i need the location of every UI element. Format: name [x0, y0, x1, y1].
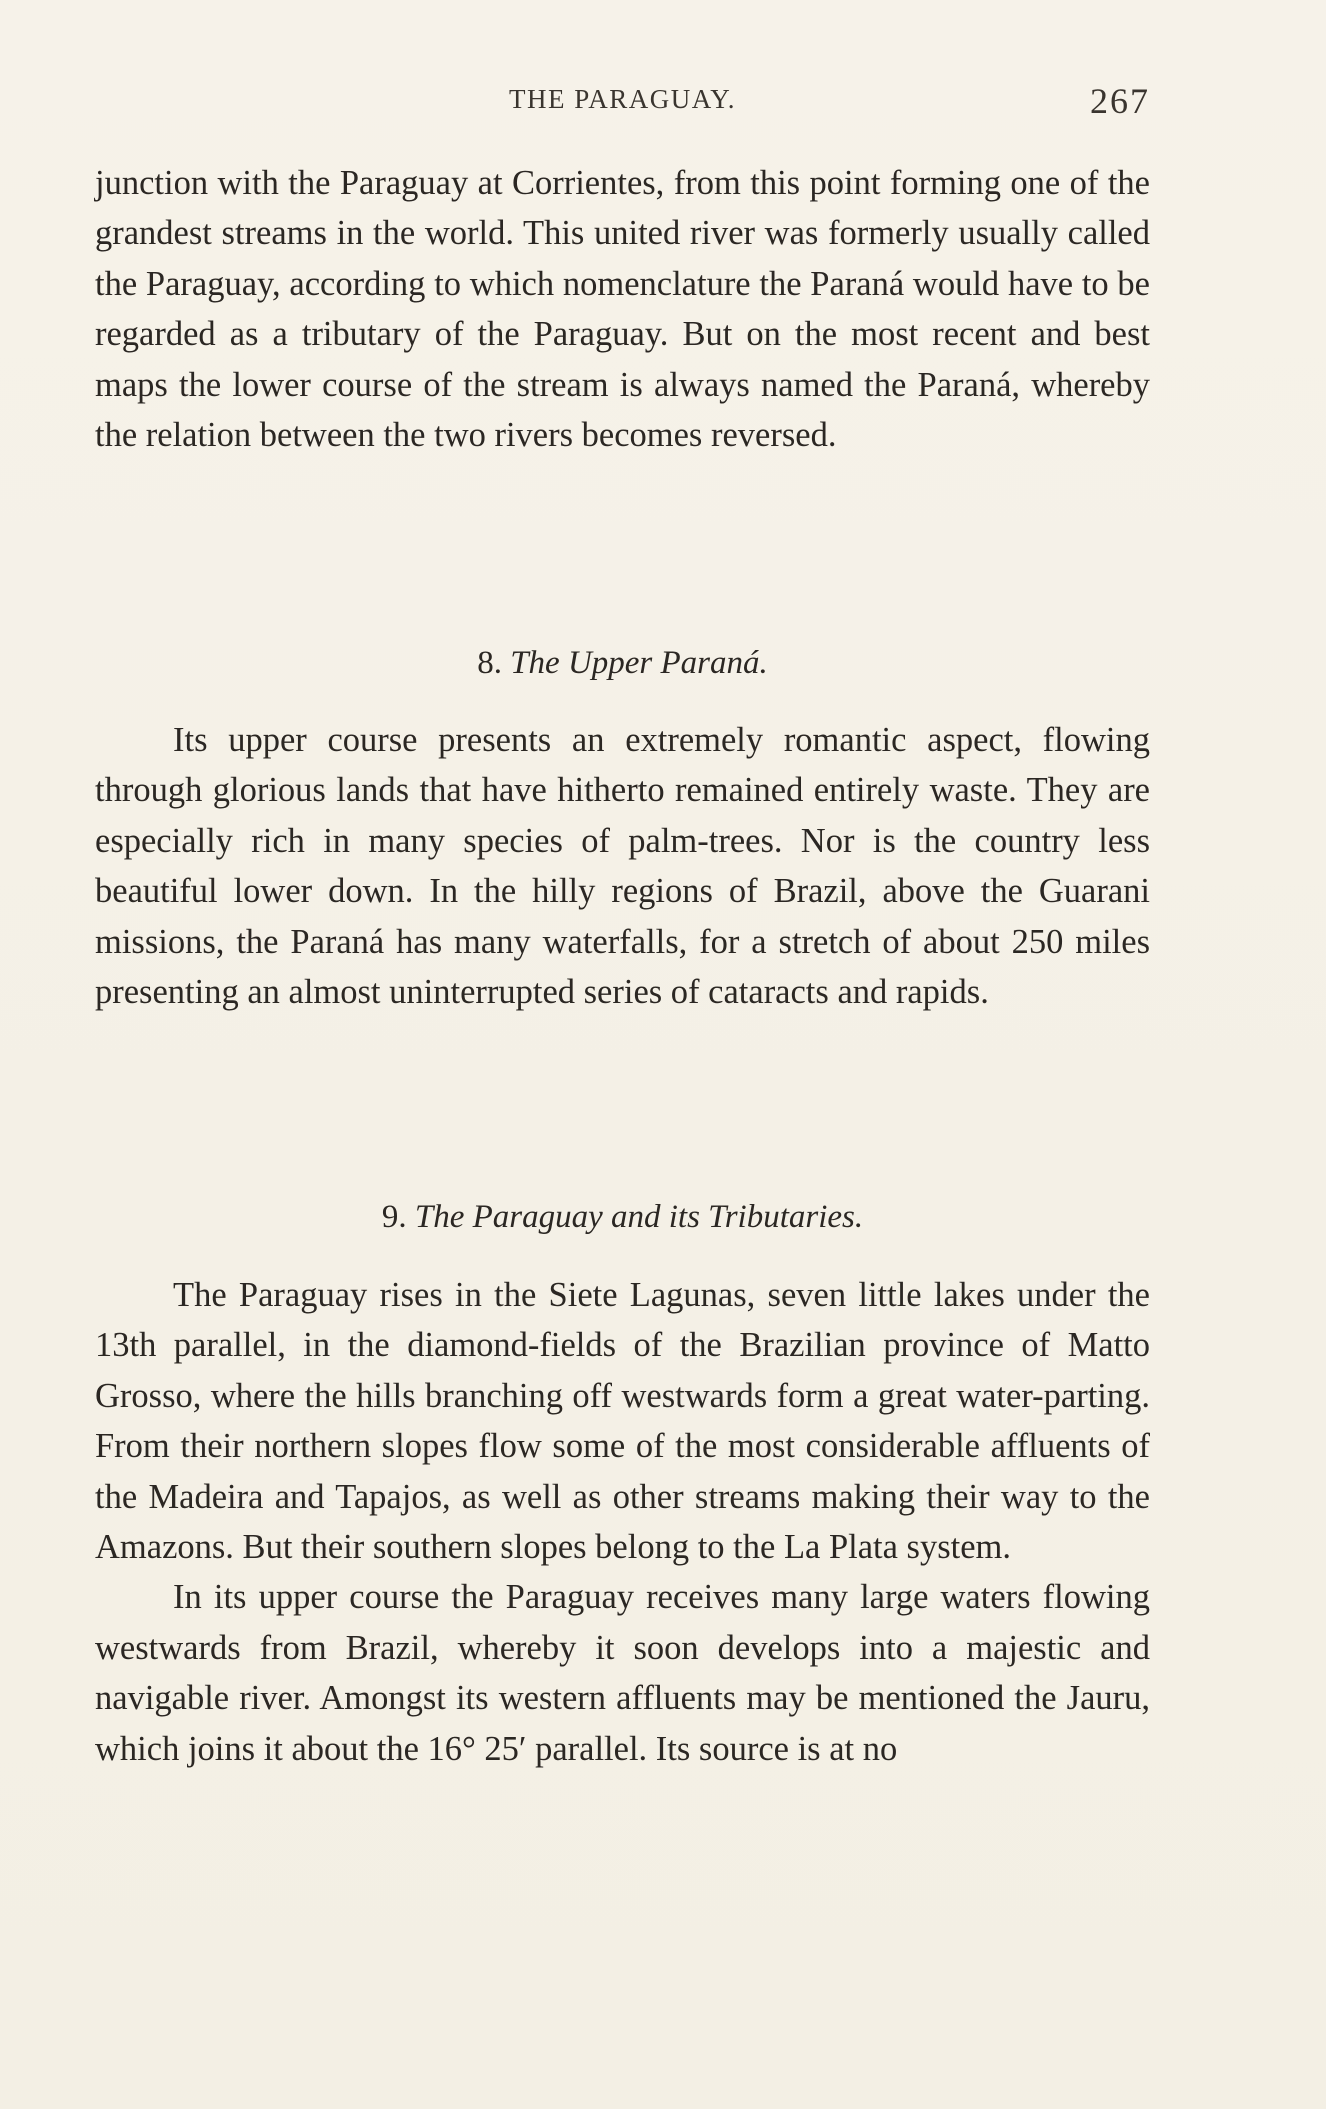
- running-title: THE PARAGUAY.: [508, 84, 737, 114]
- paragraph-text: In its upper course the Paraguay receives many large waters flowing westwards from Brazil, whereby it soon develops into a majestic and navigable river. Amongst its western affluents may be mentioned the Jauru, which joins it about the 16° 25′ parallel. Its source is at no: [95, 1578, 1150, 1768]
- paragraph-text: Its upper course presents an extremely romantic aspect, flowing through glorious lands that have hitherto remained entirely waste. They are especially rich in many species of palm-trees. Nor is the country less beautiful lower down. In the hilly regions of Brazil, above the Guarani missions, the Paraná has many waterfalls, for a stretch of about 250 miles presenting an almost uninterrupted series of cataracts and rapids.: [95, 721, 1150, 1012]
- section-heading-upper-parana: [95, 645, 1150, 682]
- section-heading-paraguay-tributaries: [95, 1199, 1150, 1236]
- section-number: 9.: [381, 1199, 407, 1235]
- section-number: 8.: [477, 645, 502, 681]
- paragraph-junction: [95, 158, 1150, 460]
- section-title: The Paraguay and its Tributaries.: [414, 1199, 864, 1235]
- paragraph-text: junction with the Paraguay at Corrientes, from this point forming one of the grandest streams in the world. This united river was formerly usually called the Paraguay, according to which nomenclature the Paraná would have to be regarded as a tributary of the Paraguay. But on the most recent and best maps the lower course of the stream is always named the Paraná, whereby the relation between the two rivers becomes reversed.: [95, 164, 1150, 455]
- section-title: The Upper Paraná.: [510, 645, 768, 681]
- paragraph-paraguay-rises: [95, 1270, 1150, 1774]
- paragraph-upper-course: [95, 715, 1150, 1017]
- page-number: 267: [1090, 81, 1150, 121]
- paragraph-text: The Paraguay rises in the Siete Lagunas, seven little lakes under the 13th parallel, in the diamond-fields of the Brazilian province of Matto Grosso, where the hills branching off westwards form a great water-parting. From their northern slopes flow some of the most considerable affluents of the Madeira and Tapajos, as well as other streams making their way to the Amazons. But their southern slopes belong to the La Plata system.: [95, 1276, 1150, 1567]
- running-head: [95, 80, 1150, 126]
